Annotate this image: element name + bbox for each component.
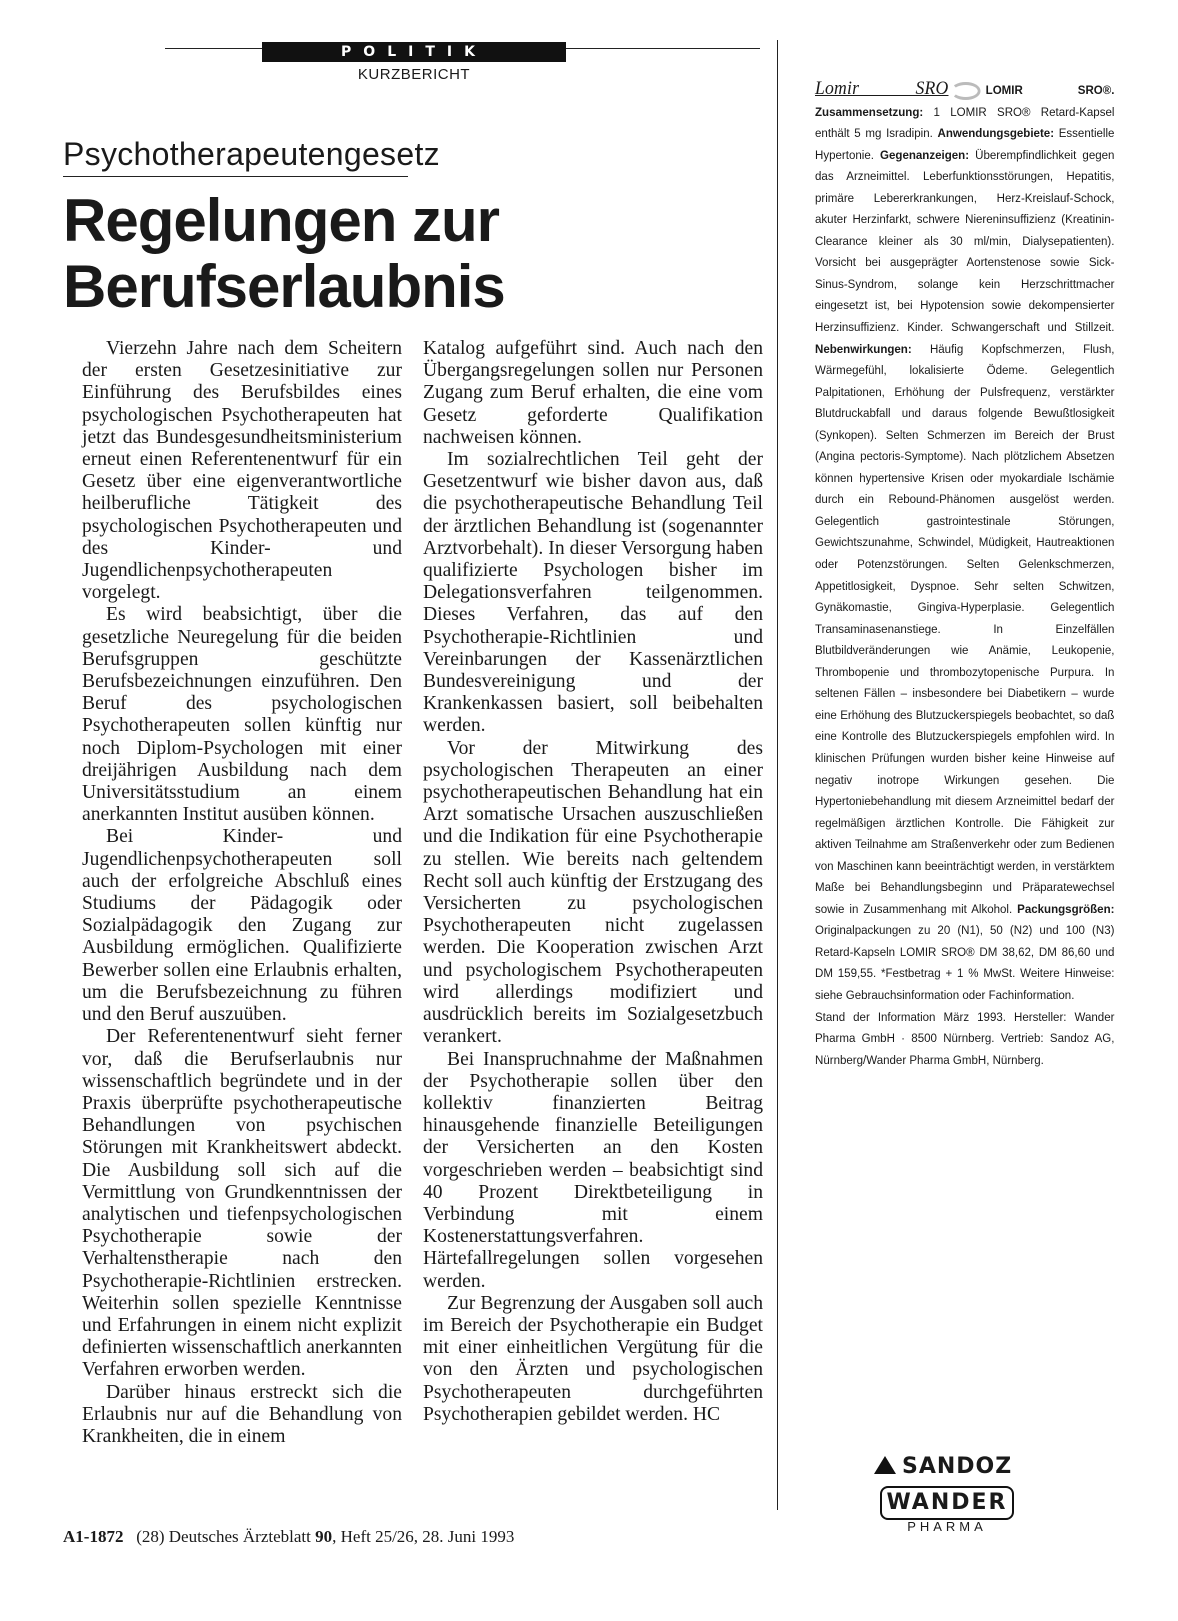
paragraph: Katalog aufgeführt sind. Auch nach den Übergangsregelungen sollen nur Personen Zugang zum Beruf erhalten, die eine vom Gesetz geforderte Qualifikation nachweisen können. [423, 338, 763, 448]
article-column-middle [423, 338, 763, 1426]
paragraph: Der Referentenentwurf sieht ferner vor, daß die Berufserlaubnis nur wissenschaftlich begründete und in der Praxis überprüfte psychotherapeutische Behandlungen von psychischen Störungen mit Krankheitswert abdeckt. Die Ausbildung soll sich auf die Vermittlung von Grundkenntnissen der analytischen und tiefenpsychologischen Psychotherapie sowie der Verhaltenstherapie nach den Psychotherapie-Richtlinien erstrecken. Weiterhin sollen spezielle Kenntnisse und Erfahrungen in einem nicht explizit definierten wissenschaftlich anerkannten Verfahren erworben werden. [82, 1026, 402, 1381]
paragraph: Vor der Mitwirkung des psychologischen Therapeuten an einer psychotherapeutischen Behandlung hat ein Arzt somatische Ursachen auszuschließen und die Indikation für eine Psychotherapie zu stellen. Wie bereits nach geltendem Recht soll auch künftig der Erstzugang des Versicherten zu psychologischen Psychotherapeuten nicht zugelassen werden. Die Kooperation zwischen Arzt und psychologischem Psychotherapeuten wird allerdings modifiziert und ausdrücklich bereits im Sozialgesetzbuch verankert. [423, 737, 763, 1048]
paragraph: Im sozialrechtlichen Teil geht der Gesetzentwurf wie bisher davon aus, daß die psychotherapeutische Behandlung Teil der ärztlichen Behandlung ist (sogenannter Arztvorbehalt). In dieser Versorgung haben qualifizierte Psychologen bisher im Delegationsverfahren teilgenommen. Dieses Verfahren, das auf den Psychotherapie-Richtlinien und Vereinbarungen der Kassenärztlichen Bundesvereinigung und der Krankenkassen basiert, soll beibehalten werden. [423, 449, 763, 737]
article-headline [63, 188, 763, 320]
ad-text-nebenwirkungen: Häufig Kopfschmerzen, Flush, Wärmegefühl, lokalisierte Ödeme. Gelegentlich Palpitationen, Erhöhung der Pulsfrequenz, verstärkter Blutdruckabfall und daraus folgende Bewußtlosigkeit (Synkopen). Selten Schmerzen im Bereich der Brust (Angina pectoris-Symptome). Nach plötzlichem Absetzen können hypertensive Krisen oder myokardiale Ischämie durch ein Rebound-Phänomen ausgelöst werden. Gelegentlich gastrointestinale Störungen, Gewichtszunahme, Schwindel, Müdigkeit, Hautreaktionen oder Potenzstörungen. Selten Gelenkschmerzen, Appetitlosigkeit, Dyspnoe. Sehr selten Schwitzen, Gynäkomastie, Gingiva-Hyperplasie. Gelegentlich Transaminasenanstiege. In Einzelfällen Blutbildveränderungen wie Anämie, Leukopenie, Thrombopenie und thrombozytopenische Purpura. In seltenen Fällen – insbesondere bei Diabetikern – wurde eine Erhöhung des Blutzuckerspiegels beobachtet, so daß eine Kontrolle des Blutzuckerspiegels empfohlen wird. In klinischen Prüfungen wurden bisher keine Hinweise auf negativ inotrope Wirkungen gesehen. Die Hypertoniebehandlung mit diesem Arzneimittel bedarf der regelmäßigen ärztlichen Kontrolle. Die Fähigkeit zur aktiven Teilnahme am Straßenverkehr oder zum Bedienen von Maschinen kann beeinträchtigt werden, in verstärktem Maße bei Behandlungsbeginn und Präparatewechsel sowie in Zusammenhang mit Alkohol. [815, 341, 1115, 916]
paragraph: Es wird beabsichtigt, über die gesetzliche Neuregelung für die beiden Berufsgruppen geschützte Berufsbezeichnungen einzuführen. Den Beruf des psychologischen Psychotherapeuten sollen künftig nur noch Diplom-Psychologen mit einer dreijährigen Ausbildung nach dem Universitätsstudium an einem anerkannten Institut ausüben können. [82, 604, 402, 826]
ad-intro: LOMIR SRO®. [985, 83, 1115, 97]
subsection-label: KURZBERICHT [357, 66, 471, 83]
paragraph: Bei Inanspruchnahme der Maßnahmen der Psychotherapie sollen über den kollektiv finanzierten Beitrag hinausgehende finanzielle Beteiligungen der Versicherten an den Kosten vorgeschrieben werden – beabsichtigt sind 40 Prozent Direktbeteiligung in Verbindung mit einem Kostenerstattungsverfahren. Härtefallregelungen sollen vorgesehen werden. [423, 1048, 763, 1292]
paragraph: Darüber hinaus erstreckt sich die Erlaubnis nur auf die Behandlung von Krankheiten, die in einem [82, 1381, 402, 1447]
ad-text-zusammensetzung: 1 LOMIR SRO® Retard-Kapsel enthält 5 mg Isradipin. [815, 104, 1115, 141]
brand-logo: Lomir SRO [815, 78, 949, 99]
ad-label-gegenanzeigen: Gegenanzeigen: [880, 147, 970, 162]
citation-post: , Heft 25/26, 28. Juni 1993 [332, 1527, 515, 1546]
page-number: A1-1872 [63, 1527, 124, 1546]
drug-advertisement [815, 78, 1114, 1071]
paragraph: Bei Kinder- und Jugendlichenpsychotherapeuten soll auch der erfolgreiche Abschluß eines Studiums der Pädagogik oder Sozialpädagogik den Zugang zur Ausbildung ermöglichen. Qualifizierte Bewerber sollen eine Erlaubnis erhalten, um die Berufsbezeichnung zu führen und den Beruf auszuüben. [82, 826, 402, 1026]
ad-label-packungsgroessen: Packungsgrößen: [1017, 901, 1115, 916]
pharma-wordmark: PHARMA [907, 1519, 987, 1534]
page-footer [63, 1527, 514, 1547]
article-column-left [82, 338, 402, 1448]
ad-label-nebenwirkungen: Nebenwirkungen: [815, 341, 912, 356]
column-divider [777, 40, 778, 1510]
headline-line-1: Regelungen zur [63, 187, 500, 254]
sandoz-triangle-icon [874, 1456, 896, 1474]
ad-text-packungsgroessen: Originalpackungen zu 20 (N1), 50 (N2) und 100 (N3) Retard-Kapseln LOMIR SRO® DM 38,62, DM 86,60 und DM 159,55. *Festbetrag + 1 % MwSt. Weitere Hinweise: siehe Gebrauchsinformation oder Fachinformation. [815, 923, 1115, 1002]
section-label: POLITIK [262, 42, 566, 62]
citation-pre: (28) Deutsches Ärzteblatt [136, 1527, 316, 1546]
paragraph: Zur Begrenzung der Ausgaben soll auch im Bereich der Psychotherapie ein Budget mit einer einheitlichen Vergütung für die von den Ärzten und psychologischen Psychotherapeuten durchgeführten Psychotherapien gebildet werden. HC [423, 1292, 763, 1425]
ad-label-anwendungsgebiete: Anwendungsgebiete: [937, 126, 1055, 141]
swirl-icon [950, 82, 980, 100]
ad-text-anwendungsgebiete: Essentielle Hypertonie. [815, 126, 1115, 162]
sandoz-logo [874, 1454, 1012, 1479]
kicker-underline [63, 176, 408, 177]
sandoz-wordmark: SANDOZ [902, 1454, 1013, 1479]
headline-line-2: Berufserlaubnis [63, 253, 505, 320]
paragraph: Vierzehn Jahre nach dem Scheitern der ersten Gesetzesinitiative zur Einführung des Berufsbildes eines psychologischen Psychotherapeuten hat jetzt das Bundesgesundheitsministerium erneut einen Referentenentwurf für ein Gesetz über eine eigenverantwortliche heilberufliche Tätigkeit des psychologischen Psychotherapeuten und des Kinder- und Jugendlichenpsychotherapeuten vorgelegt. [82, 338, 402, 604]
ad-text-gegenanzeigen: Überempfindlichkeit gegen das Arzneimittel. Leberfunktionsstörungen, Hepatitis, primäre Lebererkrankungen, Herz-Kreislauf-Schock, akuter Herzinfarkt, schwere Niereninsuffizienz (Kreatinin-Clearance kleiner als 30 ml/min, Dialysepatienten). Vorsicht bei ausgeprägter Aortenstenose sowie Sick-Sinus-Syndrom, solange kein Herzschrittmacher eingesetzt ist, bei Hypotension sowie dekompensierter Herzinsuffizienz. Kinder. Schwangerschaft und Stillzeit. [815, 147, 1115, 335]
ad-label-zusammensetzung: Zusammensetzung: [815, 104, 924, 119]
citation-volume: 90 [315, 1527, 333, 1546]
ad-stand: Stand der Information März 1993. Hersteller: Wander Pharma GmbH · 8500 Nürnberg. Vertrieb: Sandoz AG, Nürnberg/Wander Pharma GmbH, Nürnberg. [815, 1009, 1115, 1067]
wander-logo: WANDER [880, 1486, 1014, 1520]
article-kicker: Psychotherapeutengesetz [63, 136, 440, 172]
ad-body [815, 78, 1114, 1007]
